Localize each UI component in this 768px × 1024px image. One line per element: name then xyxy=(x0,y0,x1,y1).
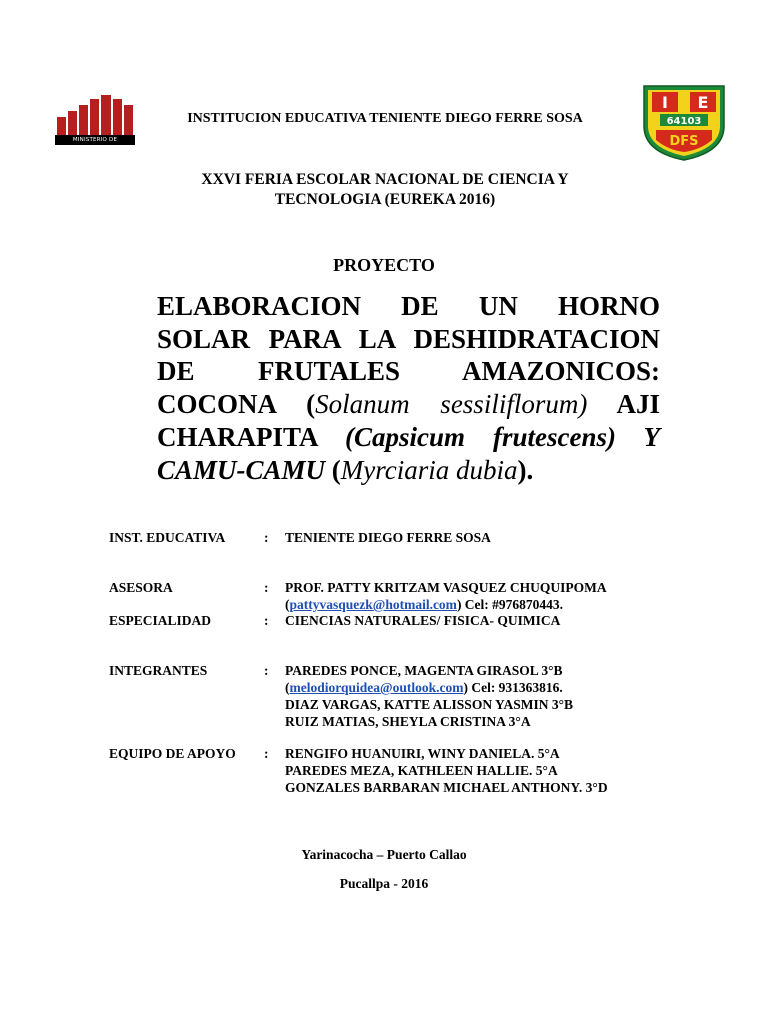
integrante-3: RUIZ MATIAS, SHEYLA CRISTINA 3°A xyxy=(285,714,531,729)
title-line-2: SOLAR PARA LA DESHIDRATACION xyxy=(157,323,660,354)
crest-number: 64103 xyxy=(666,116,702,127)
title-line-6: CAMU-CAMU (Myrciaria dubia). xyxy=(157,454,534,485)
event-line-1: XXVI FERIA ESCOLAR NACIONAL DE CIENCIA Y xyxy=(201,171,569,188)
crest-letter-i: I xyxy=(662,93,668,112)
crest-letter-e: E xyxy=(697,93,709,112)
asesora-email-link[interactable]: pattyvasquezk@hotmail.com xyxy=(289,597,457,612)
crest-initials: DFS xyxy=(669,134,699,149)
inst-value: TENIENTE DIEGO FERRE SOSA xyxy=(285,530,491,545)
footer-place: Yarinacocha – Puerto Callao xyxy=(301,847,467,862)
title-line-1: ELABORACION DE UN HORNO xyxy=(157,291,660,321)
especialidad-label: ESPECIALIDAD xyxy=(109,613,212,628)
asesora-name: PROF. PATTY KRITZAM VASQUEZ CHUQUIPOMA xyxy=(285,580,607,595)
ministry-logo-bars xyxy=(57,95,133,135)
integrante-1: PAREDES PONCE, MAGENTA GIRASOL 3°B xyxy=(285,663,563,678)
apoyo-2: PAREDES MEZA, KATHLEEN HALLIE. 5°A xyxy=(285,763,558,778)
inst-colon: : xyxy=(264,530,269,545)
ministry-logo xyxy=(55,95,135,153)
asesora-contact: (pattyvasquezk@hotmail.com) Cel: #976870443. xyxy=(285,597,564,612)
especialidad-value: CIENCIAS NATURALES/ FISICA- QUIMICA xyxy=(285,613,561,628)
project-label: PROYECTO xyxy=(333,255,435,275)
ministry-logo-caption: MINISTERIO DE EDUCACION xyxy=(55,135,135,145)
apoyo-colon: : xyxy=(264,746,269,761)
title-line-3: DE FRUTALES AMAZONICOS: xyxy=(157,356,660,387)
integrante-2: DIAZ VARGAS, KATTE ALISSON YASMIN 3°B xyxy=(285,697,573,712)
integrantes-label: INTEGRANTES xyxy=(109,663,208,678)
inst-label: INST. EDUCATIVA xyxy=(109,530,226,545)
project-title xyxy=(157,290,660,486)
integrante-1-email-link[interactable]: melodiorquidea@outlook.com xyxy=(289,680,464,695)
institution-heading: INSTITUCION EDUCATIVA TENIENTE DIEGO FERRE SOSA xyxy=(187,111,583,126)
school-crest-logo xyxy=(640,82,728,162)
integrantes-colon: : xyxy=(264,663,269,678)
especialidad-colon: : xyxy=(264,613,269,628)
apoyo-3: GONZALES BARBARAN MICHAEL ANTHONY. 3°D xyxy=(285,780,608,795)
title-line-4: COCONA (Solanum sessiliflorum) AJI xyxy=(157,389,660,420)
title-line-5: CHARAPITA (Capsicum frutescens) Y xyxy=(157,421,660,452)
asesora-label: ASESORA xyxy=(109,580,173,595)
event-line-2: TECNOLOGIA (EUREKA 2016) xyxy=(274,191,496,208)
event-heading xyxy=(120,170,650,210)
footer-city: Pucallpa - 2016 xyxy=(339,876,429,891)
asesora-colon: : xyxy=(264,580,269,595)
apoyo-label: EQUIPO DE APOYO xyxy=(109,746,236,761)
integrante-1-contact: (melodiorquidea@outlook.com) Cel: 931363816. xyxy=(285,680,563,695)
apoyo-1: RENGIFO HUANUIRI, WINY DANIELA. 5°A xyxy=(285,746,560,761)
